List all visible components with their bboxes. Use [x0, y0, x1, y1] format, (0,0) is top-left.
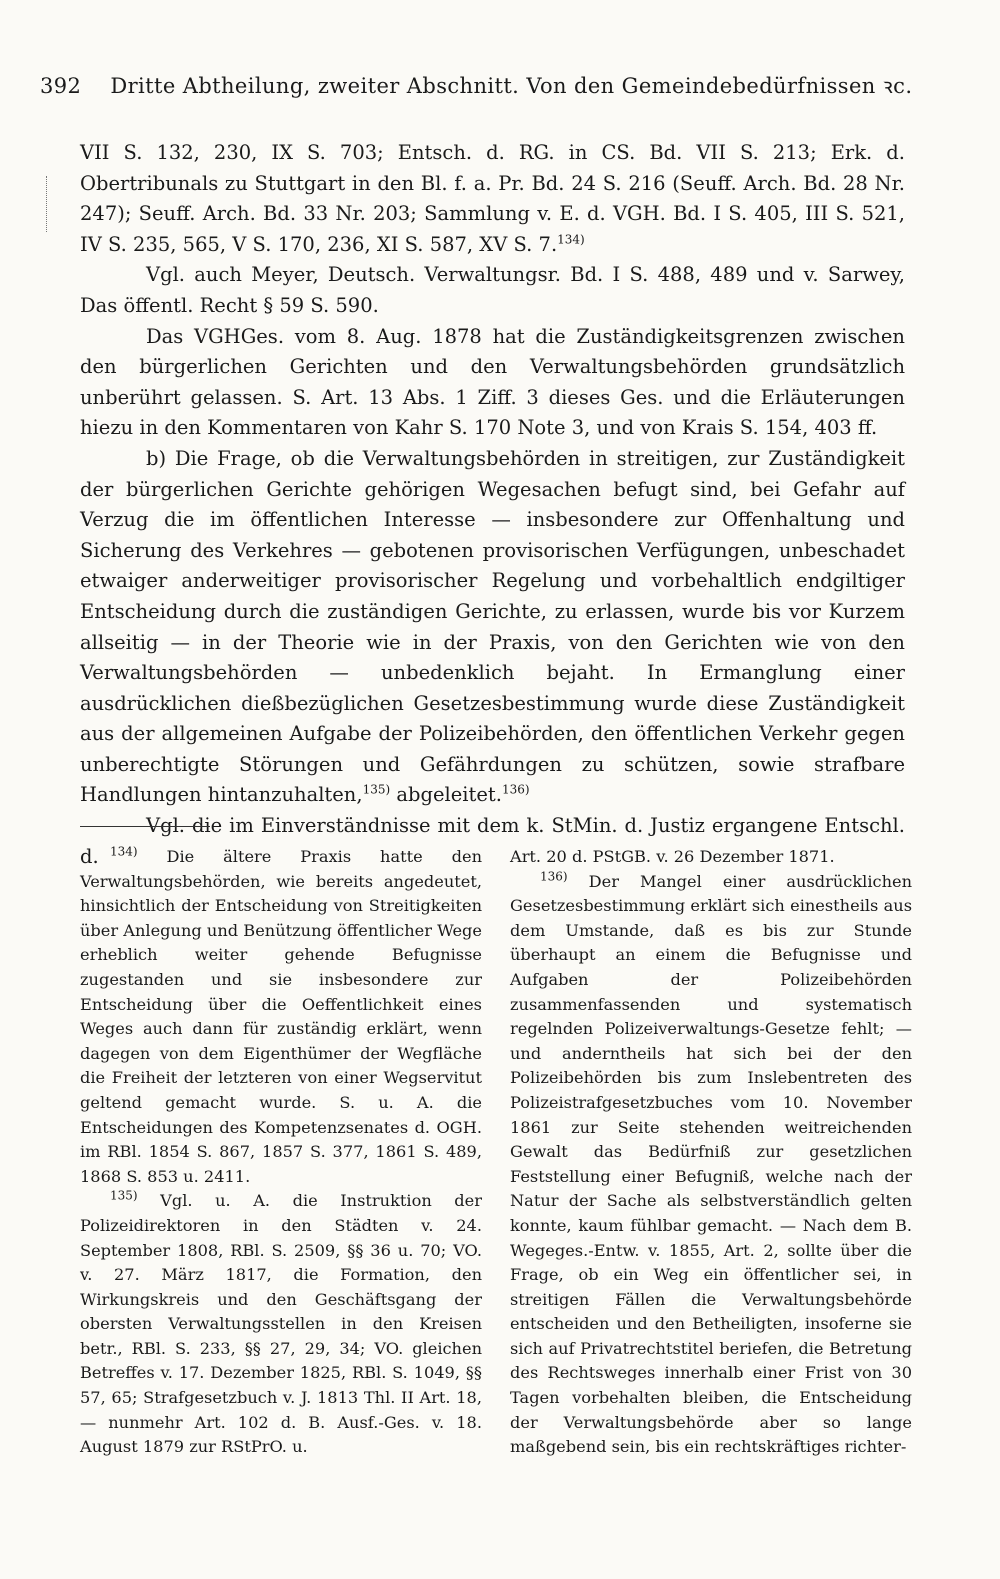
margin-mark — [46, 176, 47, 232]
paragraph-meyer: Vgl. auch Meyer, Deutsch. Verwaltungsr. Bd. I S. 488, 489 und v. Sarwey, Das öffentl. Recht § 59 S. 590. — [80, 263, 905, 317]
paragraph-b-frage — [80, 444, 905, 811]
footnote-column-left — [80, 845, 482, 1460]
paragraph-text: abgeleitet. — [396, 783, 502, 807]
page-number: 392 — [40, 74, 82, 98]
main-text — [80, 138, 905, 872]
running-title: Dritte Abtheilung, zweiter Abschnitt. Von den Gemeindebedürfnissen ꝛc. — [110, 74, 913, 98]
footnote-mark: 134) — [110, 844, 138, 859]
footnote-mark: 136) — [540, 869, 568, 884]
paragraph-citations — [80, 138, 905, 260]
paragraph-text: b) Die Frage, ob die Verwaltungsbehörden in streitigen, zur Zuständigkeit der bürgerlichen Gerichte gehörigen Wegesachen befugt sind, bei Gefahr auf Verzug die im öffentlichen Interesse — insbesondere zur Offenhaltung und Sicherung des Verkehres — gebotenen provisorischen Verfügungen, unbeschadet etwaiger anderweitiger provisorischer Regelung und vorbehaltlich endgiltiger Entscheidung durch die zuständigen Gerichte, zu erlassen, wurde bis vor Kurzem allseitig — in der Theorie wie in der Praxis, von den Gerichten wie von den Verwaltungsbehörden — unbedenklich bejaht. In Ermanglung einer ausdrücklichen dießbezüglichen Gesetzesbestimmung wurde diese Zuständigkeit aus der allgemeinen Aufgabe der Polizeibehörden, den öffentlichen Verkehr gegen unberechtigte Störungen und Gefährdungen zu schützen, sowie strafbare Handlungen hintanzuhalten, — [80, 446, 905, 807]
footnote-136 — [510, 870, 912, 1460]
footnote-ref-136: 136) — [501, 782, 530, 797]
running-header — [40, 72, 940, 100]
footnote-135-continued: Art. 20 d. PStGB. v. 26 Dezember 1871. — [510, 847, 835, 866]
footnote-text: Die ältere Praxis hatte den Verwaltungsbehörden, wie bereits angedeutet, hinsichtlich der Entscheidung von Streitigkeiten über Anlegung und Benützung öffentlicher Wege erheblich weiter gehende Befugnisse zugestanden und sie insbesondere zur Entscheidung über die Oeffentlichkeit eines Weges auch dann für zuständig erklärt, wenn dagegen von dem Eigenthümer der Wegfläche die Freiheit der letzteren von einer Wegservitut geltend gemacht wurde. S. u. A. die Entscheidungen des Kompetenzsenates d. OGH. im RBl. 1854 S. 867, 1857 S. 377, 1861 S. 489, 1868 S. 853 u. 2411. — [80, 847, 482, 1186]
paragraph-text: VII S. 132, 230, IX S. 703; Entsch. d. RG. in CS. Bd. VII S. 213; Erk. d. Obertribunals zu Stuttgart in den Bl. f. a. Pr. Bd. 24 S. 216 (Seuff. Arch. Bd. 28 Nr. 247); Seuff. Arch. Bd. 33 Nr. 203; Sammlung v. E. d. VGH. Bd. I S. 405, III S. 521, IV S. 235, 565, V S. 170, 236, XI S. 587, XV S. 7. — [80, 141, 905, 256]
footnote-135 — [80, 1189, 482, 1460]
footnote-text: Der Mangel einer ausdrücklichen Gesetzesbestimmung erklärt sich einestheils aus dem Umstande, daß es bis zur Stunde überhaupt an einem die Befugnisse und Aufgaben der Polizeibehörden zusammenfassenden und systematisch regelnden Polizeiverwaltungs-Gesetze fehlt; — und anderntheils hat sich bei der den Polizeibehörden bis zum Inslebentreten des Polizeistrafgesetzbuches vom 10. November 1861 zur Seite stehenden weitreichenden Gewalt das Bedürfniß zur gesetzlichen Feststellung einer Befugniß, welche nach der Natur der Sache als selbstverständlich gelten konnte, kaum fühlbar gemacht. — Nach dem B. Wegeges.-Entw. v. 1855, Art. 2, sollte über die Frage, ob ein Weg ein öffentlicher sei, in streitigen Fällen die Verwaltungsbehörde entscheiden und den Betheiligten, insoferne sie sich auf Privatrechtstitel beriefen, die Betretung des Rechtsweges innerhalb einer Frist von 30 Tagen vorbehalten bleiben, die Entscheidung der Verwaltungsbehörde aber so lange maßgebend sein, bis ein rechtskräftiges richter- — [510, 871, 913, 1457]
footnote-ref-135: 135) — [362, 782, 391, 797]
footnote-ref-134: 134) — [557, 232, 585, 247]
paragraph-vghges: Das VGHGes. vom 8. Aug. 1878 hat die Zuständigkeitsgrenzen zwischen den bürgerlichen Gerichten und den Verwaltungsbehörden grundsätzlich unberührt gelassen. S. Art. 13 Abs. 1 Ziff. 3 dieses Ges. und die Erläuterungen hiezu in den Kommentaren von Kahr S. 170 Note 3, und von Krais S. 154, 403 ff. — [80, 324, 905, 440]
footnote-134 — [80, 845, 482, 1189]
paragraph-vgl-einverstaendnis: Vgl. die im Einverständnisse mit dem k. StMin. d. Justiz ergangene Entschl. d. — [80, 814, 905, 868]
footnote-column-right — [510, 845, 912, 1460]
footnote-text: Vgl. u. A. die Instruktion der Polizeidirektoren in den Städten v. 24. September 1808, RBl. S. 2509, §§ 36 u. 70; VO. v. 27. März 1817, die Formation, den Wirkungskreis und den Geschäftsgang der obersten Verwaltungsstellen in den Kreisen betr., RBl. S. 233, §§ 27, 29, 34; VO. gleichen Betreffes v. 17. Dezember 1825, RBl. S. 1049, §§ 57, 65; Strafgesetzbuch v. J. 1813 Thl. II Art. 18, — nunmehr Art. 102 d. B. Ausf.-Ges. v. 18. August 1879 zur RStPrO. u. — [80, 1191, 482, 1457]
footnote-rule — [80, 826, 210, 827]
footnote-mark: 135) — [110, 1188, 138, 1203]
